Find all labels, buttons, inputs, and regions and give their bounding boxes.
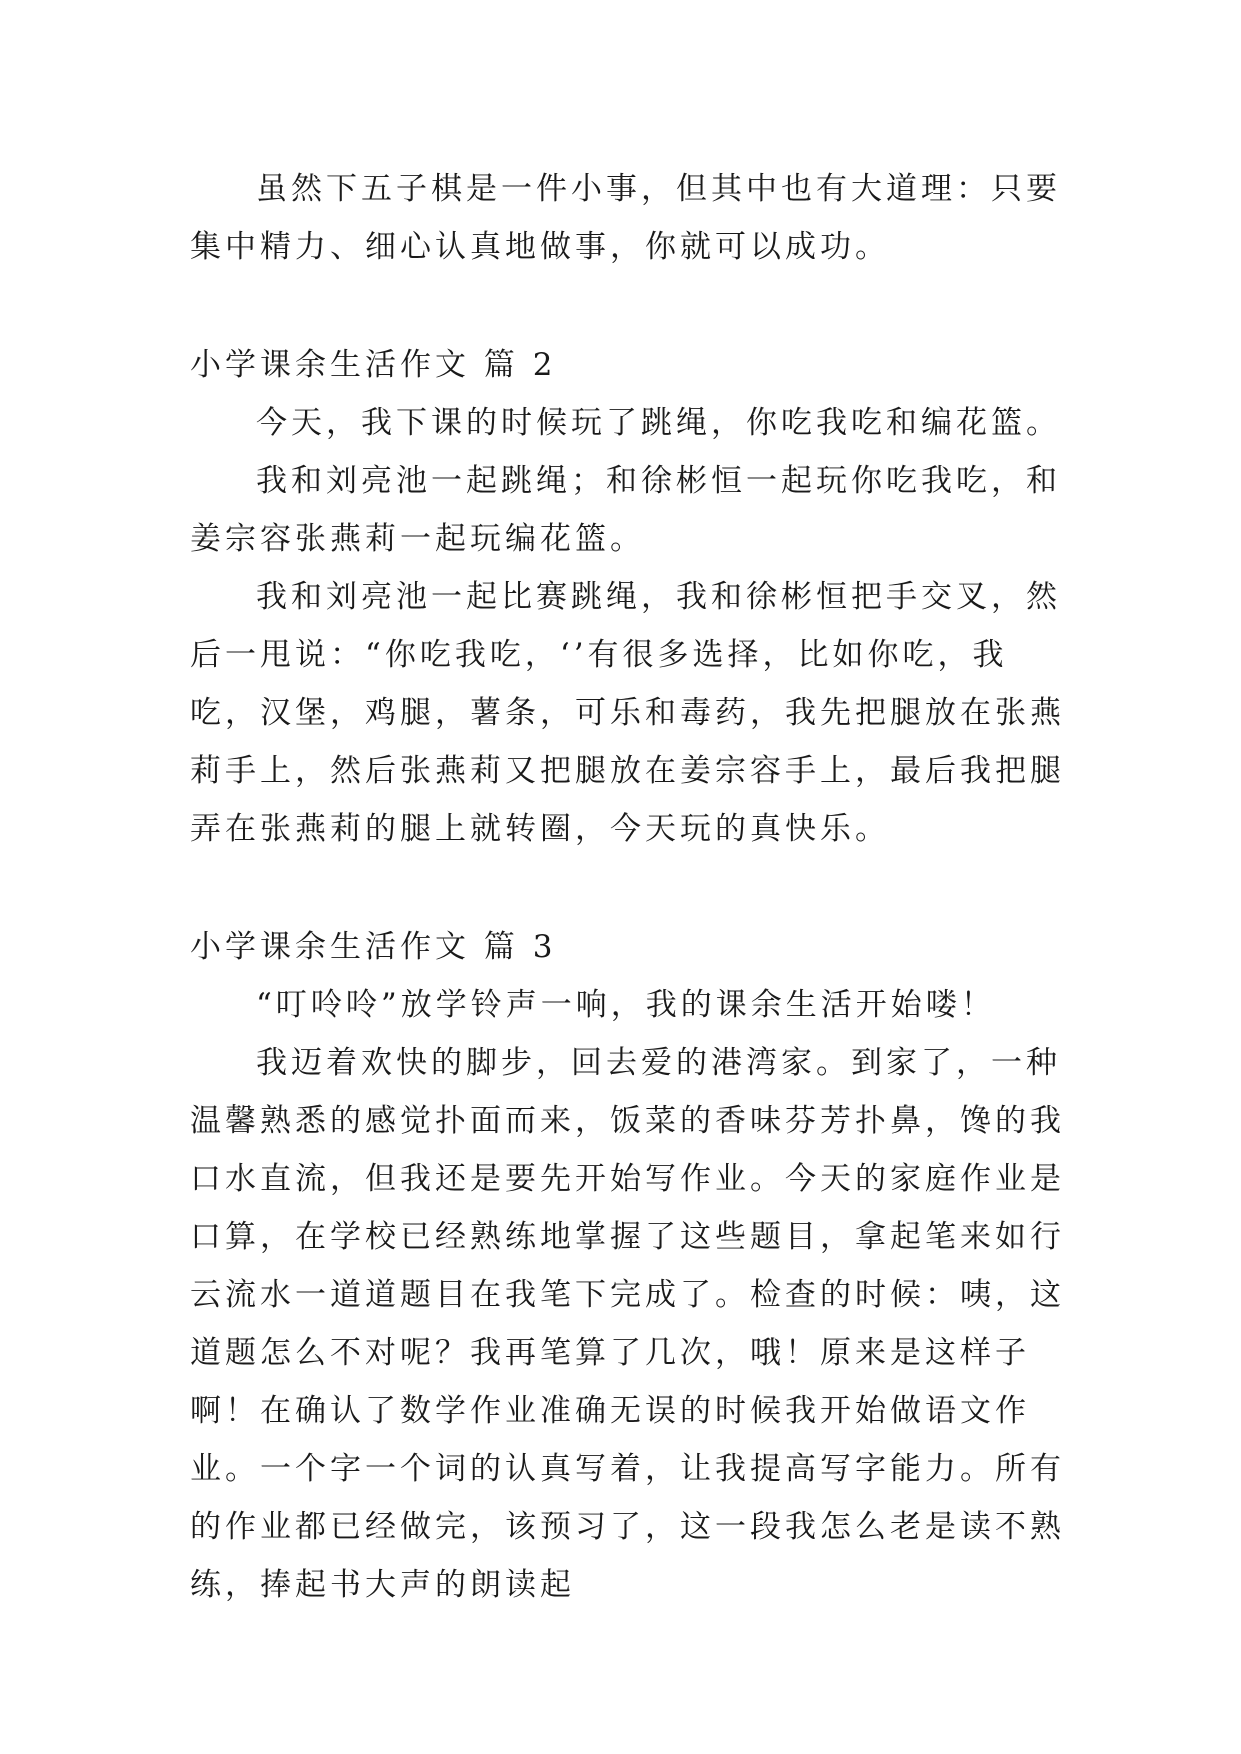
section-2 xyxy=(190,336,1070,858)
section-heading: 小学课余生活作文 篇 3 xyxy=(190,929,557,965)
section-3 xyxy=(190,918,1070,1614)
paragraph: 我和刘亮池一起比赛跳绳，我和徐彬恒把手交叉，然后一甩说：“你吃我吃，‘’有很多选择，比如你吃，我吃，汉堡，鸡腿，薯条，可乐和毒药，我先把腿放在张燕莉手上，然后张燕莉又把腿放在姜宗容手上，最后我把腿弄在张燕莉的腿上就转圈，今天玩的真快乐。 xyxy=(190,579,1065,847)
document-page xyxy=(190,160,1070,1614)
section-heading: 小学课余生活作文 篇 2 xyxy=(190,347,557,383)
paragraph: 今天，我下课的时候玩了跳绳，你吃我吃和编花篮。 xyxy=(256,405,1061,441)
paragraph: 我迈着欢快的脚步，回去爱的港湾家。到家了，一种温馨熟悉的感觉扑面而来，饭菜的香味芬芳扑鼻，馋的我口水直流，但我还是要先开始写作业。今天的家庭作业是口算，在学校已经熟练地掌握了这些题目，拿起笔来如行云流水一道道题目在我笔下完成了。检查的时候：咦，这道题怎么不对呢？我再笔算了几次，哦！原来是这样子啊！在确认了数学作业准确无误的时候我开始做语文作业。一个字一个词的认真写着，让我提高写字能力。所有的作业都已经做完，该预习了，这一段我怎么老是读不熟练，捧起书大声的朗读起 xyxy=(190,1045,1065,1603)
paragraph: 我和刘亮池一起跳绳；和徐彬恒一起玩你吃我吃，和姜宗容张燕莉一起玩编花篮。 xyxy=(190,463,1061,557)
intro-paragraph: 虽然下五子棋是一件小事，但其中也有大道理：只要集中精力、细心认真地做事，你就可以成功。 xyxy=(190,171,1061,265)
section-spacer xyxy=(190,858,1070,918)
section-spacer xyxy=(190,276,1070,336)
paragraph: “叮呤呤”放学铃声一响，我的课余生活开始喽！ xyxy=(256,987,996,1023)
